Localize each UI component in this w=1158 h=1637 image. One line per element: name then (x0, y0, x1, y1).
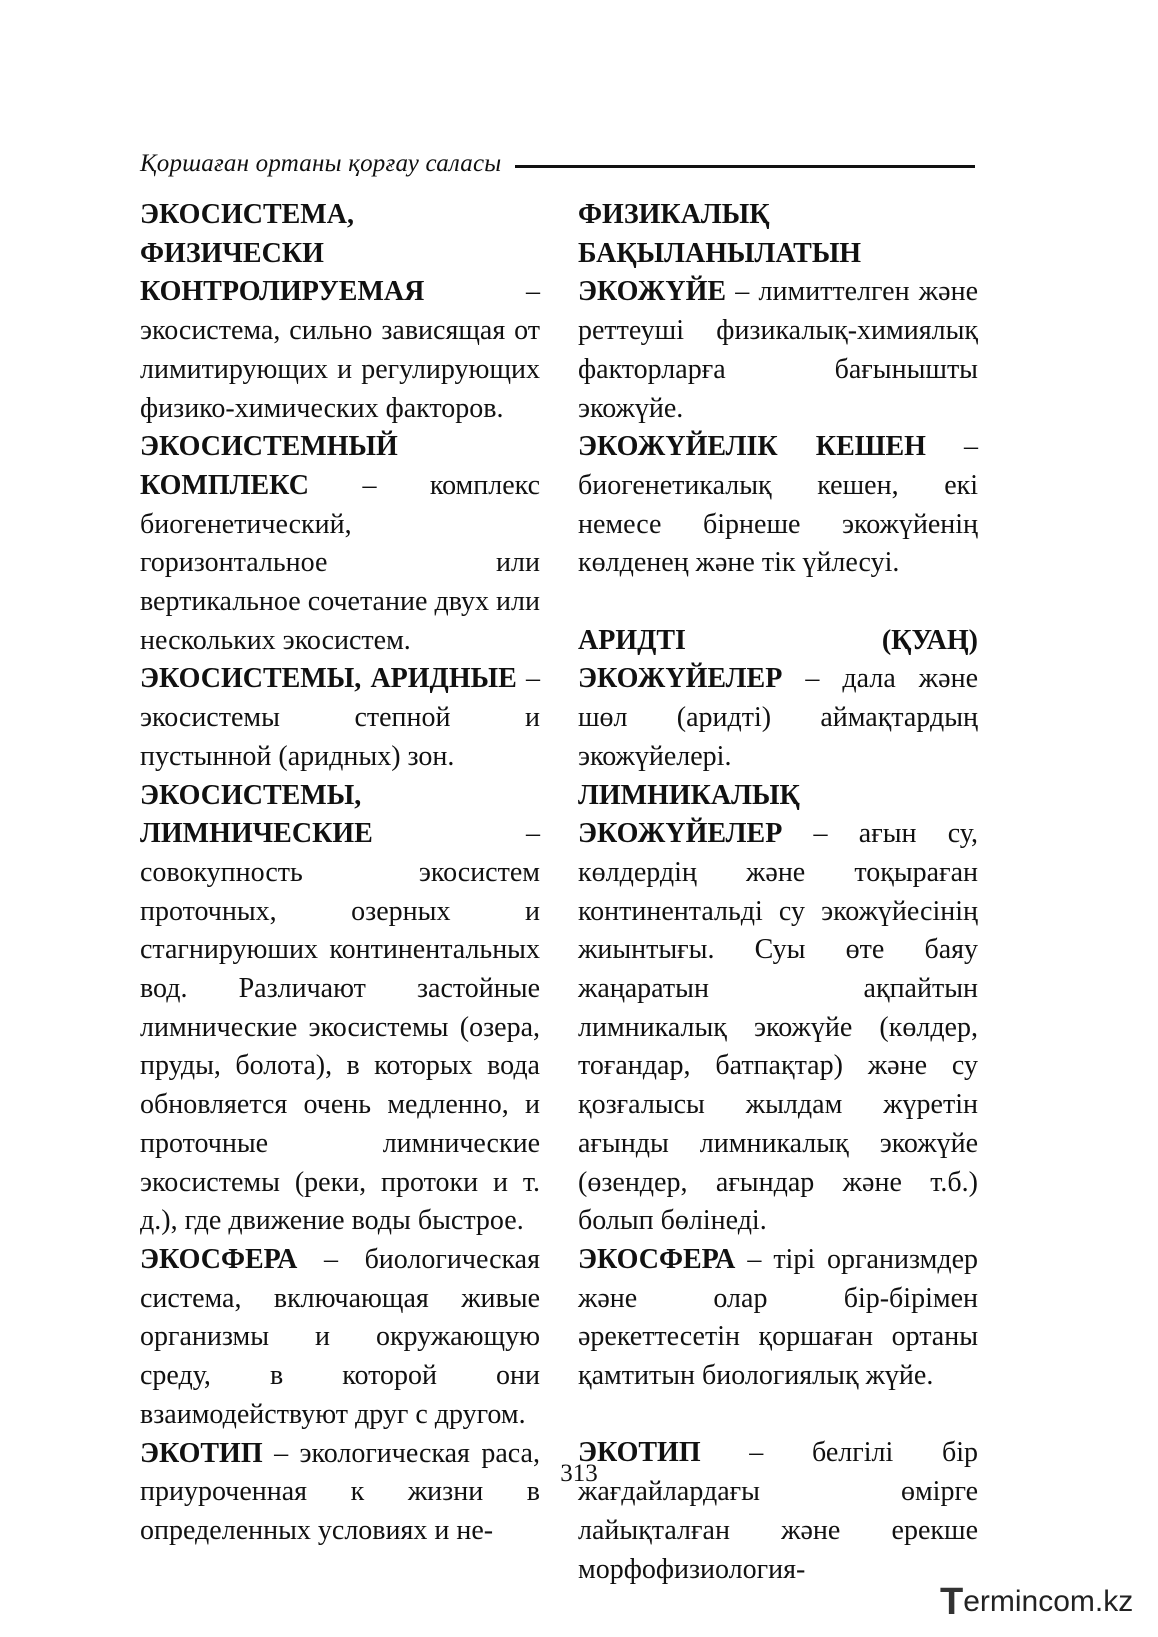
entry-definition: – комплекс биогенетический, горизонтальное или вертикальное сочетание двух или нескольких экосистем. (140, 469, 540, 656)
entry-definition: – лимиттелген және реттеуші физикалық-химиялық факторларға бағынышты экожүйе. (578, 276, 978, 424)
entry-ekosfera-kz (578, 1241, 978, 1396)
entry-term: ЭКОСИСТЕМА, ФИЗИЧЕСКИ КОНТРОЛИРУЕМАЯ (140, 199, 425, 308)
entry-aridti-ekozhuieler (578, 622, 978, 777)
entry-definition: – дала және шөл (аридті) аймақтардың экожүйелері. (578, 663, 978, 772)
page-number: 313 (560, 1460, 598, 1487)
entry-term: ЭКОСФЕРА (578, 1243, 736, 1275)
entry-term: ЛИМНИКАЛЫҚ ЭКОЖҮЙЕЛЕР (578, 779, 800, 850)
entry-term: ЭКОСИСТЕМЫ, АРИДНЫЕ (140, 663, 517, 695)
entry-fizikalyq-ekozhuie (578, 196, 978, 428)
entry-definition: – белгілі бір жағдайлардағы өмірге лайықталған және ерекше морфофизиология- (578, 1437, 978, 1585)
entry-term: ФИЗИКАЛЫҚ БАҚЫЛАНЫЛАТЫН ЭКОЖҮЙЕ (578, 199, 862, 308)
entry-ekotip (140, 1435, 540, 1551)
entry-limnikalyq-ekozhuieler (578, 777, 978, 1241)
entry-ekosistemny-kompleks (140, 428, 540, 660)
entry-definition: – биологическая система, включающая живые организмы и окружающую среду, в которой они взаимодействуют друг с другом. (140, 1243, 540, 1430)
watermark-magnifier-icon: o (1053, 1585, 1070, 1618)
entry-term: ЭКОЖҮЙЕЛІК КЕШЕН (578, 431, 926, 463)
header-rule (515, 165, 975, 168)
entry-ekosfera (140, 1241, 540, 1435)
entry-spacer (578, 583, 978, 622)
entry-spacer (578, 1396, 978, 1435)
terminkom-watermark-logo (940, 1582, 1133, 1622)
entry-definition: – ағын су, көлдердің және тоқыраған континентальді су экожүйесінің жиынтығы. Суы өте баяу жаңаратын ақпайтын лимникалық экожүйе (көлдер, тоғандар, батпақтар) және су қозғалысы жылдам жүретін ағынды лимникалық экожүйе (өзендер, ағындар және т.б.) болып бөлінеді. (578, 818, 978, 1237)
watermark-letter-t: T (940, 1580, 964, 1623)
entry-term: ЭКОСФЕРА (140, 1243, 298, 1275)
entry-term: ЭКОСИСТЕМНЫЙ КОМПЛЕКС (140, 431, 398, 501)
entry-term: ЭКОТИП (140, 1437, 263, 1469)
entry-definition: – экологическая раса, приуроченная к жизни в определенных условиях и не- (140, 1437, 540, 1546)
entry-definition: – биогенетикалық кешен, екі немесе бірнеше экожүйенің көлденең және тік үйлесуі. (578, 431, 978, 579)
watermark-domain: m.kz (1069, 1585, 1134, 1618)
left-column-russian (140, 196, 540, 1551)
entry-definition: – экосистемы степной и пустынной (аридных) зон. (140, 663, 540, 772)
right-column-kazakh (578, 196, 978, 1589)
entry-ekotip-kz (578, 1434, 978, 1589)
entry-term: ЭКОСИСТЕМЫ, ЛИМНИЧЕСКИЕ (140, 779, 373, 850)
entry-definition: – совокупность экосистем проточных, озерных и стагнируюших континентальных вод. Различают застойные лимнические экосистемы (озера, пруды, болота), в которых вода обновляется очень медленно, и проточные лимнические экосистемы (реки, протоки и т. д.), где движение воды быстрое. (140, 818, 540, 1237)
section-title: Қоршаған ортаны қорғау саласы (140, 150, 502, 177)
entry-term: АРИДТІ (ҚУАҢ) ЭКОЖҮЙЕЛЕР (578, 624, 978, 695)
running-header (140, 147, 975, 181)
watermark-text: erminc (963, 1585, 1054, 1618)
entry-definition: – тірі организмдер және олар бір-бірімен әрекеттесетін қоршаған ортаны қамтитын биологиялық жүйе. (578, 1243, 978, 1392)
entry-ekosistemy-aridnye (140, 660, 540, 776)
entry-ekosistemy-limnicheskie (140, 777, 540, 1241)
entry-term: ЭКОТИП (578, 1437, 701, 1469)
entry-ekosistema-fizicheski (140, 196, 540, 428)
entry-ekozhuielik-keshen (578, 428, 978, 583)
entry-definition: – экосистема, сильно зависящая от лимитирующих и регулирующих физико-химических факторов. (140, 276, 540, 424)
